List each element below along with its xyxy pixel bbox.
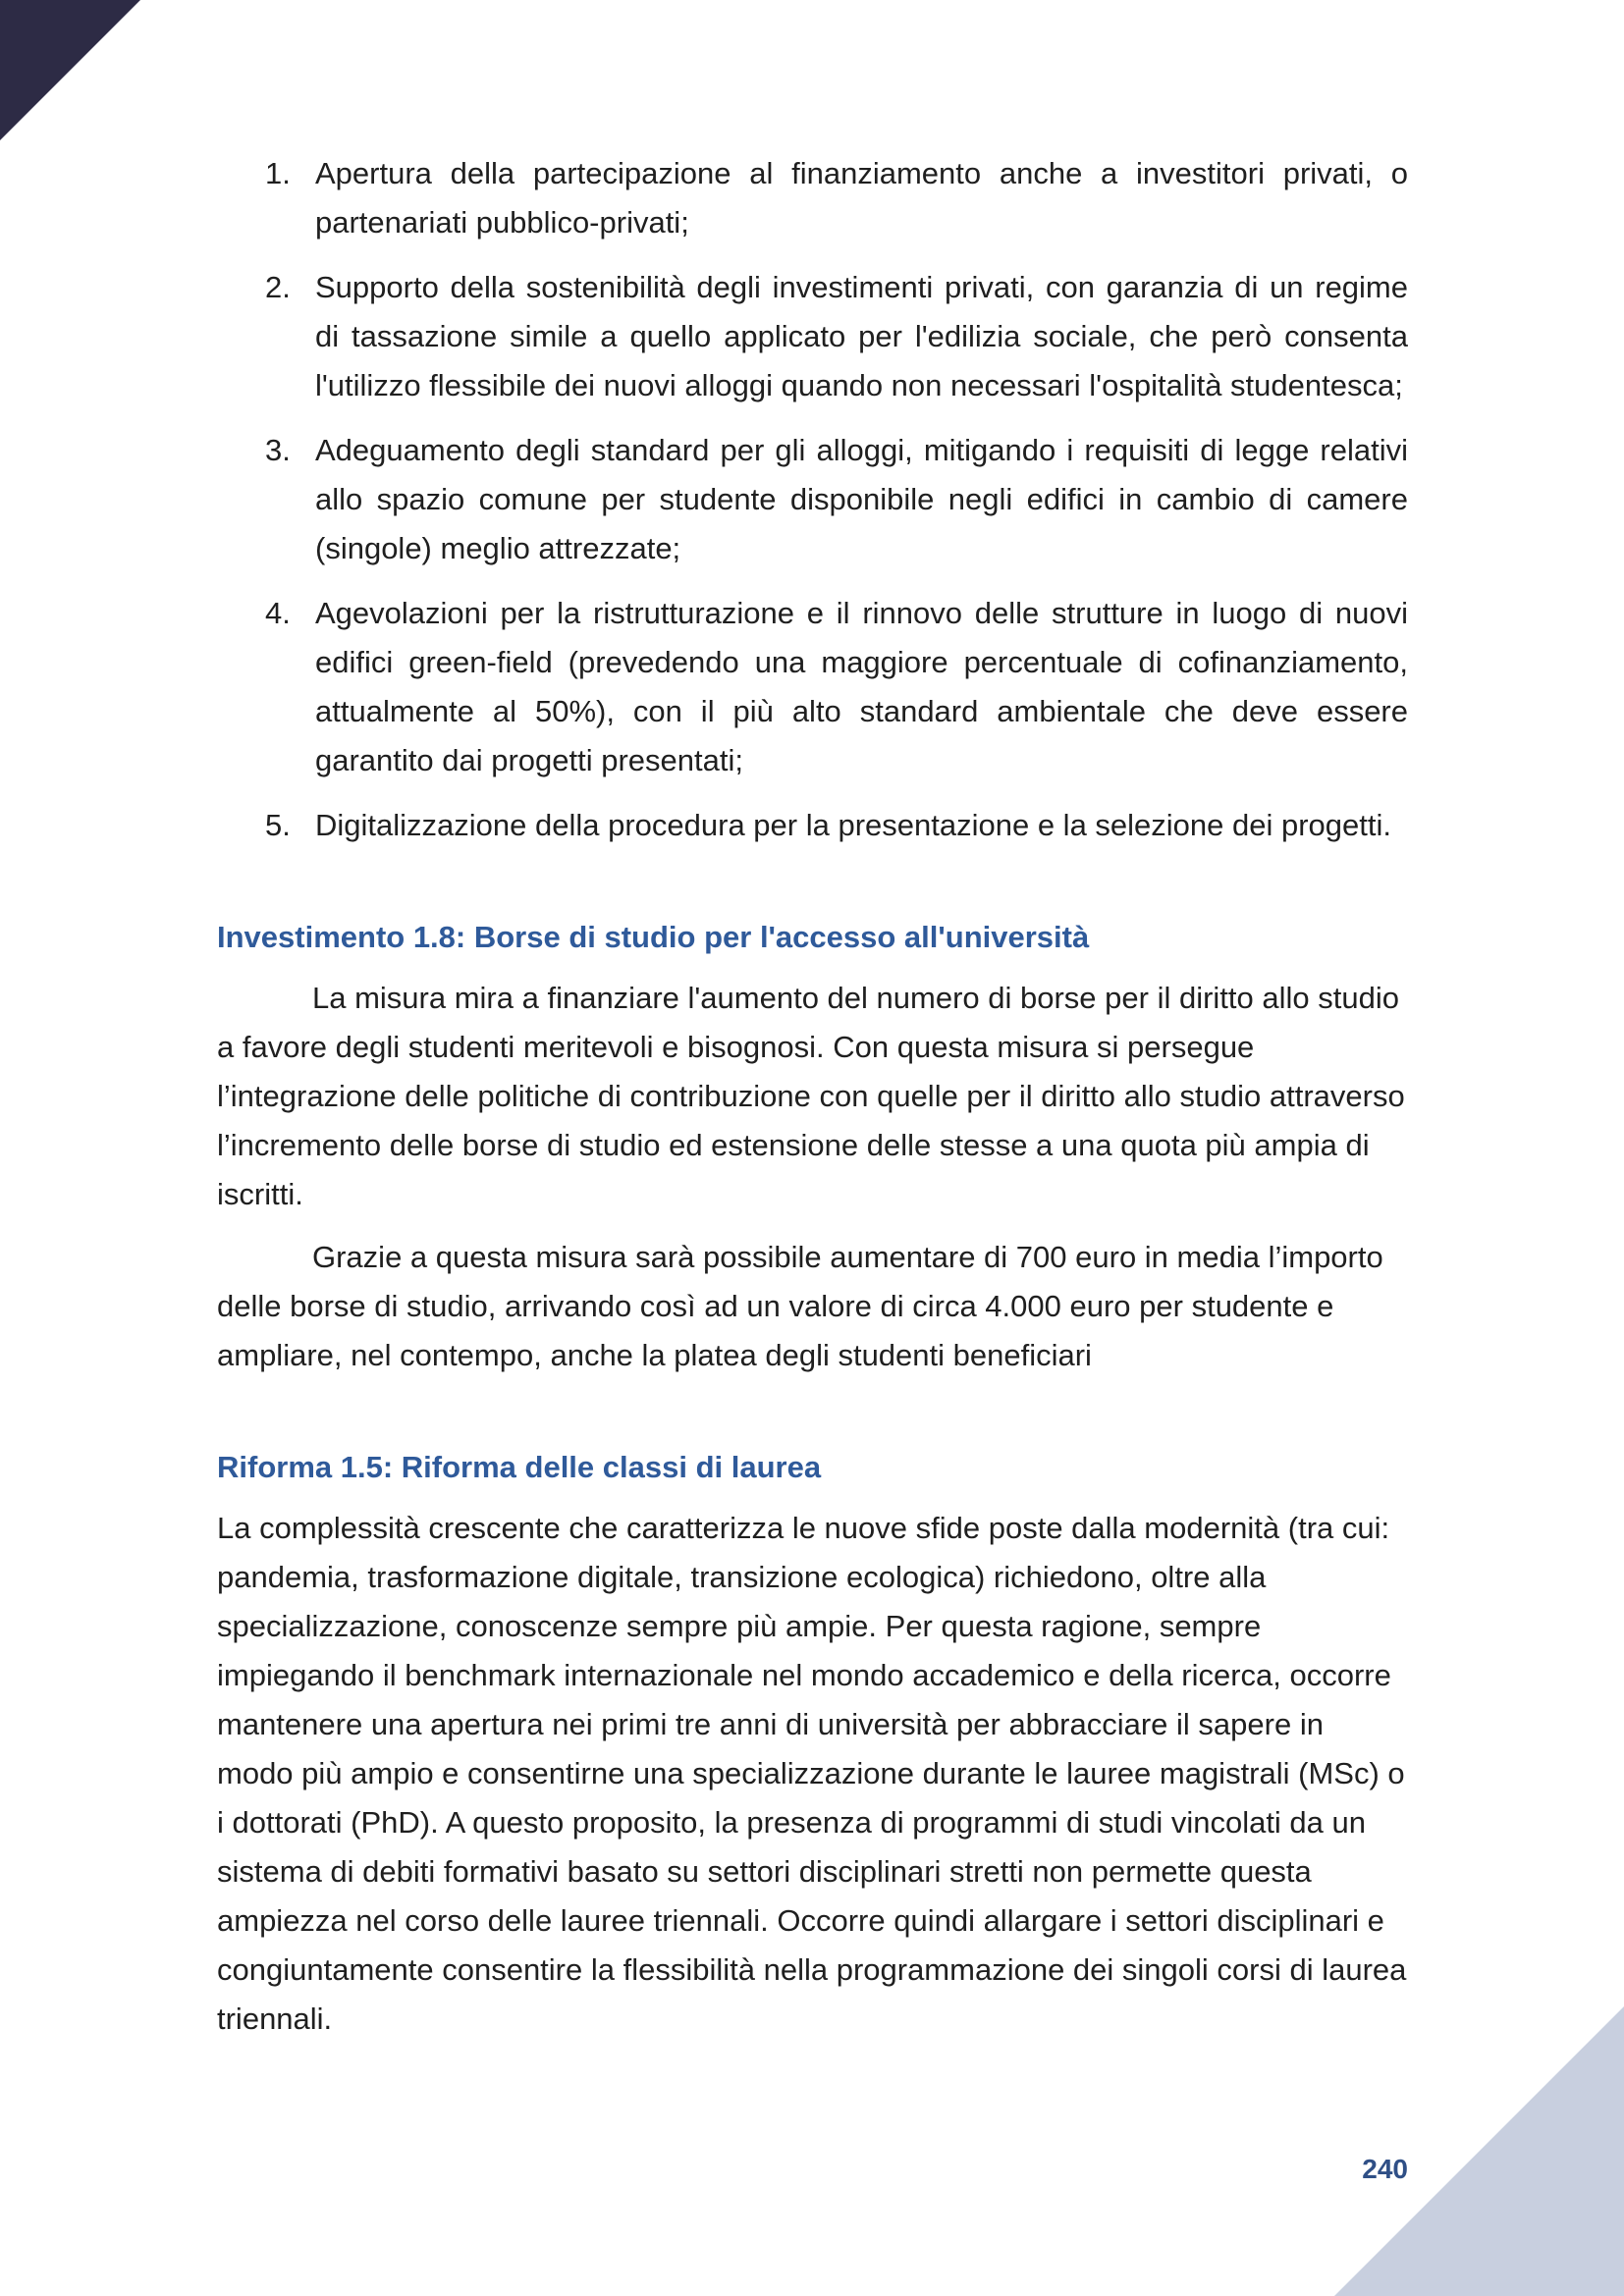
- list-item: [217, 149, 1408, 247]
- list-item-text: Agevolazioni per la ristrutturazione e il rinnovo delle strutture in luogo di nuovi edifici green-field (prevedendo una maggiore percentuale di cofinanziamento, attualmente al 50%), con il più alto standard ambientale che deve essere garantito dai progetti presentati;: [315, 596, 1408, 777]
- top-left-corner-decoration: [0, 0, 140, 140]
- body-paragraph: Grazie a questa misura sarà possibile aumentare di 700 euro in media l’importo delle borse di studio, arrivando così ad un valore di circa 4.000 euro per studente e ampliare, nel contempo, anche la platea degli studenti beneficiari: [217, 1240, 1383, 1372]
- body-paragraph: La complessità crescente che caratterizza le nuove sfide poste dalla modernità (tra cui: pandemia, trasformazione digitale, transizione ecologica) richiedono, oltre alla specializzazione, conoscenze sempre più ampie. Per questa ragione, sempre impiegando il benchmark internazionale nel mondo accademico e della ricerca, occorre mantenere una apertura nei primi tre anni di università per abbracciare il sapere in modo più ampio e consentirne una specializzazione durante le lauree magistrali (MSc) o i dottorati (PhD). A questo proposito, la presenza di programmi di studi vincolati da un sistema di debiti formativi basato su settori disciplinari stretti non permette questa ampiezza nel corso delle lauree triennali. Occorre quindi allargare i settori disciplinari e congiuntamente consentire la flessibilità nella programmazione dei singoli corsi di laurea triennali.: [217, 1511, 1407, 2036]
- list-item: [217, 589, 1408, 785]
- list-item: [217, 426, 1408, 573]
- list-item-text: Adeguamento degli standard per gli alloggi, mitigando i requisiti di legge relativi allo spazio comune per studente disponibile negli edifici in cambio di camere (singole) meglio attrezzate;: [315, 433, 1408, 565]
- list-item-number: 2.: [265, 270, 291, 304]
- list-item-text: Digitalizzazione della procedura per la presentazione e la selezione dei progetti.: [315, 808, 1392, 842]
- numbered-list: [217, 149, 1408, 850]
- list-item-number: 5.: [265, 808, 291, 842]
- list-item-text: Supporto della sostenibilità degli investimenti privati, con garanzia di un regime di tassazione simile a quello applicato per l'edilizia sociale, che però consenta l'utilizzo flessibile dei nuovi alloggi quando non necessari l'ospitalità studentesca;: [315, 270, 1408, 402]
- investimento-heading: Investimento 1.8: Borse di studio per l'accesso all'università: [217, 920, 1090, 954]
- body-paragraph: La misura mira a finanziare l'aumento del numero di borse per il diritto allo studio a favore degli studenti meritevoli e bisognosi. Con questa misura si persegue l’integrazione delle politiche di contribuzione con quelle per il diritto allo studio attraverso l’incremento delle borse di studio ed estensione delle stesse a una quota più ampia di iscritti.: [217, 981, 1405, 1211]
- page-content: [217, 149, 1408, 2057]
- riforma-heading: Riforma 1.5: Riforma delle classi di laurea: [217, 1450, 822, 1484]
- list-item: [217, 801, 1408, 850]
- list-item-number: 3.: [265, 433, 291, 467]
- list-item: [217, 263, 1408, 410]
- list-item-text: Apertura della partecipazione al finanziamento anche a investitori privati, o partenariati pubblico-privati;: [315, 156, 1408, 240]
- list-item-number: 1.: [265, 156, 291, 190]
- page-number: 240: [1362, 2154, 1408, 2184]
- list-item-number: 4.: [265, 596, 291, 630]
